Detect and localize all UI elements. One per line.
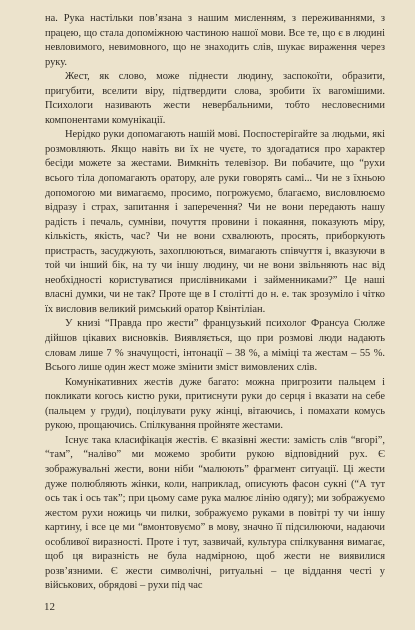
paragraph: Комунікативних жестів дуже багато: можна пригрозити пальцем і покликати когось кистю руки, притиснути руки до серця і вказати на себе (пальцем у груди), поцілувати руку жінці, вітаючись, і помахати комусь рукою, прощаючись. Спілкування пройняте жестами. [45,376,385,432]
paragraph: Існує така класифікація жестів. Є вказівні жести: замість слів “вгорі”, “там”, “наліво” ми можемо зробити рукою відповідний рух. Є зображувальні жести, вони ніби “малюють” фрагмент ситуації. Ці жести дуже полюбляють жінки, коли, наприклад, описують фасон сукні (“А тут ось так і ось так”; при цьому саме рука малює лінію одягу); ми зображуємо жестом рухи ножиць чи пилки, зображуємо руками в повітрі ту чи іншу картину, і все це ми “вмонтовуємо” в мову, значно її підсилюючи, надаючи особливої виразності. Проте і тут, зазвичай, культура спілкування вимагає, щоб ця виразність не була надмірною, щоб жести не виявилися розв’язними. Є жести символічні, ритуальні – це віддання честі у військових, обрядові – рухи під час [45,434,385,592]
page-number: 12 [44,601,55,613]
paragraph: Нерідко руки допомагають нашій мові. Поспостерігайте за людьми, які розмовляють. Якщо навіть ви їх не чуєте, то здогадатися про характер бесіди можете за жестами. Вимкніть телевізор. Ви побачите, що “рухи всього тіла допомагають оратору, але руки говорять самі... Чи не з їхньою допомогою ми вимагаємо, просимо, погрожуємо, благаємо, висловлюємо відразу і страх, запитання і заперечення? Чи не вони передають нашу радість і печаль, сумніви, почуття провини і покаяння, показують міру, кількість, якість, час? Чи не вони схвалюють, просять, приборкують пристрасть, засуджують, захоплюються, вимагають співчуття і, вказуючи в той чи інший бік, на ту чи іншу людину, чи не вони звільняють нас від необхідності користуватися прислівниками і займенниками?” Це наші власні думки, чи не так? Проте ще в І столітті до н. е. так зрозуміло і чітко їх висловив великий римський оратор Квінтіліан. [45,129,385,315]
paragraph: на. Рука настільки пов’язана з нашим мисленням, з переживаннями, з працею, що стала допоміжною частиною нашої мови. Все те, що є в людині невловимого, невимовного, що не знаходить слів, шукає вираження через руку. [45,13,385,68]
paragraph: У книзі “Правда про жести” французький психолог Франсуа Сюлже дійшов цікавих висновків. Виявляється, що при розмові люди надають словам лише 7 % значущості, інтонації – 38 %, а міміці та жестам – 55 %. Всього лише один жест може змінити зміст вимовлених слів. [45,318,385,374]
paragraph: Жест, як слово, може піднести людину, заспокоїти, образити, пригубити, вселити віру, підтвердити слова, зробити їх вагомішими. Психологи називають жести невербальними, тобто несловесними компонентами комунікації. [45,71,385,126]
body-text [45,12,385,594]
